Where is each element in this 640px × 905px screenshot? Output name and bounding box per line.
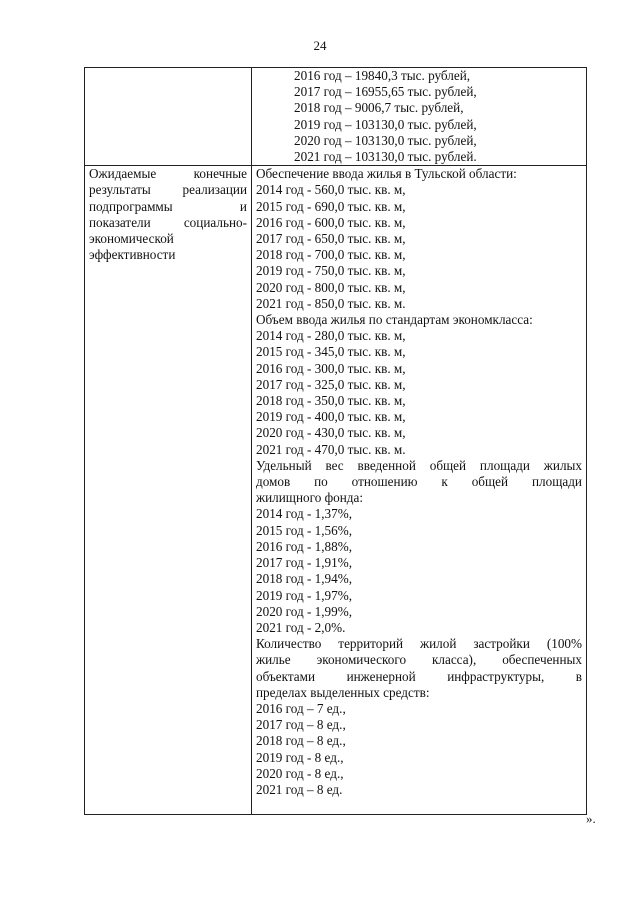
economy-line: 2018 год - 350,0 тыс. кв. м, xyxy=(256,393,406,409)
economy-line: 2014 год - 280,0 тыс. кв. м, xyxy=(256,328,406,344)
territories-heading-line: пределах выделенных средств: xyxy=(256,684,430,700)
label-line: показатели социально- xyxy=(89,214,247,230)
territories-heading-line: объектами инженерной инфраструктуры, в xyxy=(256,668,582,684)
share-heading-line: жилищного фонда: xyxy=(256,490,364,506)
share-line: 2020 год - 1,99%, xyxy=(256,603,353,619)
territories-heading-line: жилье экономического класса), обеспеченных xyxy=(256,652,582,668)
economy-line: 2016 год - 300,0 тыс. кв. м, xyxy=(256,360,406,376)
housing-total-line: 2017 год - 650,0 тыс. кв. м, xyxy=(256,231,406,247)
funding-line: 2020 год – 103130,0 тыс. рублей, xyxy=(294,132,477,148)
share-line: 2021 год - 2,0%. xyxy=(256,619,346,635)
program-passport-table xyxy=(84,67,587,815)
territories-line: 2016 год – 7 ед., xyxy=(256,700,346,716)
label-line: Ожидаемые конечные xyxy=(89,166,247,182)
label-line: эффективности xyxy=(89,247,176,263)
housing-total-line: 2018 год - 700,0 тыс. кв. м, xyxy=(256,247,406,263)
table-row-funding xyxy=(85,68,587,166)
territories-line: 2018 год – 8 ед., xyxy=(256,733,346,749)
expected-results-cell xyxy=(252,166,587,815)
economy-line: 2015 год - 345,0 тыс. кв. м, xyxy=(256,344,406,360)
economy-line: 2019 год - 400,0 тыс. кв. м, xyxy=(256,409,406,425)
label-line: экономической xyxy=(89,231,174,247)
housing-total-line: 2021 год - 850,0 тыс. кв. м. xyxy=(256,295,406,311)
share-line: 2017 год - 1,91%, xyxy=(256,555,353,571)
share-heading-line: домов по отношению к общей площади xyxy=(256,474,582,490)
share-line: 2015 год - 1,56%, xyxy=(256,522,353,538)
housing-total-heading: Обеспечение ввода жилья в Тульской области: xyxy=(256,166,517,182)
share-line: 2016 год - 1,88%, xyxy=(256,538,353,554)
territories-line: 2017 год – 8 ед., xyxy=(256,717,346,733)
funding-line: 2017 год – 16955,65 тыс. рублей, xyxy=(294,84,477,100)
economy-line: 2021 год - 470,0 тыс. кв. м. xyxy=(256,441,406,457)
funding-line: 2018 год – 9006,7 тыс. рублей, xyxy=(294,100,464,116)
label-line: подпрограммы и xyxy=(89,198,247,214)
cell-bottom-spacer xyxy=(256,798,582,814)
territories-heading-line: Количество территорий жилой застройки (100% xyxy=(256,636,582,652)
economy-line: 2020 год - 430,0 тыс. кв. м, xyxy=(256,425,406,441)
economy-heading: Объем ввода жилья по стандартам экономкласса: xyxy=(256,312,533,328)
funding-cell xyxy=(252,68,587,166)
share-line: 2018 год - 1,94%, xyxy=(256,571,353,587)
label-line: результаты реализации xyxy=(89,182,247,198)
funding-line: 2021 год – 103130,0 тыс. рублей. xyxy=(294,149,477,165)
page-number: 24 xyxy=(313,38,327,53)
table-row-results xyxy=(85,166,587,815)
housing-total-line: 2015 год - 690,0 тыс. кв. м, xyxy=(256,198,406,214)
territories-line: 2019 год - 8 ед., xyxy=(256,749,344,765)
territories-line: 2021 год – 8 ед. xyxy=(256,781,343,797)
housing-total-line: 2016 год - 600,0 тыс. кв. м, xyxy=(256,214,406,230)
territories-line: 2020 год - 8 ед., xyxy=(256,765,344,781)
housing-total-line: 2019 год - 750,0 тыс. кв. м, xyxy=(256,263,406,279)
share-heading-line: Удельный вес введенной общей площади жилых xyxy=(256,457,582,473)
expected-results-label-cell xyxy=(85,166,252,815)
share-line: 2019 год - 1,97%, xyxy=(256,587,353,603)
housing-total-line: 2014 год - 560,0 тыс. кв. м, xyxy=(256,182,406,198)
housing-total-line: 2020 год - 800,0 тыс. кв. м, xyxy=(256,279,406,295)
empty-label-cell xyxy=(85,68,252,166)
share-line: 2014 год - 1,37%, xyxy=(256,506,353,522)
funding-line: 2019 год – 103130,0 тыс. рублей, xyxy=(294,116,477,132)
closing-quote-mark: ». xyxy=(586,811,596,826)
economy-line: 2017 год - 325,0 тыс. кв. м, xyxy=(256,376,406,392)
funding-line: 2016 год – 19840,3 тыс. рублей, xyxy=(294,68,471,83)
